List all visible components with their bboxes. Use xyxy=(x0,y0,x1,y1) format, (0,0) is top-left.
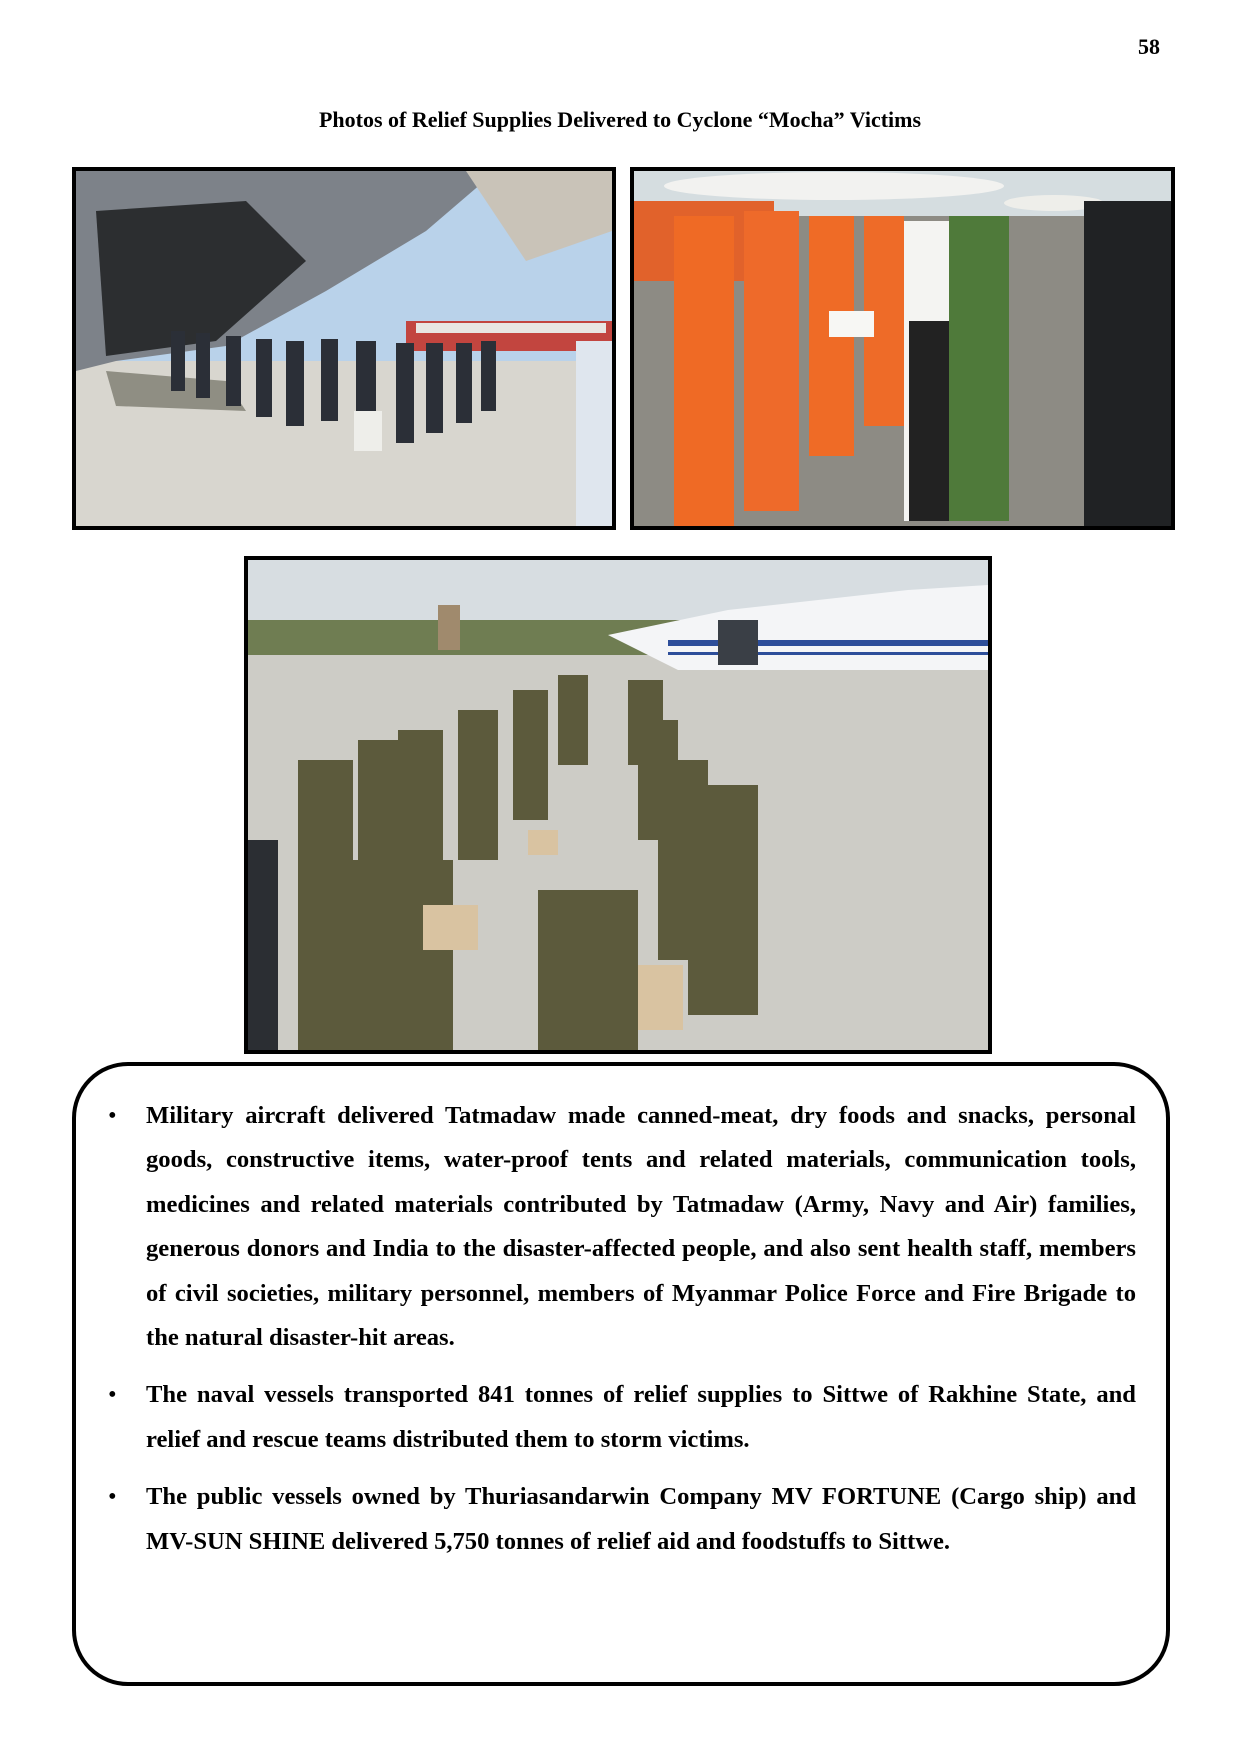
list-item xyxy=(108,1373,1136,1462)
bullet-icon: • xyxy=(108,1102,117,1129)
police-boarding-aircraft-photo xyxy=(72,167,616,530)
soldiers-unloading-boxes-photo xyxy=(244,556,992,1054)
list-item xyxy=(108,1094,1136,1360)
relief-summary-list xyxy=(108,1094,1136,1577)
relief-summary-box xyxy=(72,1062,1170,1686)
bullet-text: The naval vessels transported 841 tonnes of relief supplies to Sittwe of Rakhine State, and relief and rescue teams distributed them to storm victims. xyxy=(146,1381,1136,1453)
bullet-text: Military aircraft delivered Tatmadaw made canned-meat, dry foods and snacks, personal goods, constructive items, water-proof tents and related materials, communication tools, medicines and related materials contributed by Tatmadaw (Army, Navy and Air) families, generous donors and India to the disaster-affected people, and also sent health staff, members of civil societies, military personnel, members of Myanmar Police Force and Fire Brigade to the natural disaster-hit areas. xyxy=(146,1102,1136,1352)
relief-box-handover-photo xyxy=(630,167,1175,530)
bullet-icon: • xyxy=(108,1381,117,1409)
page-number: 58 xyxy=(1138,34,1160,59)
bullet-text: The public vessels owned by Thuriasandarwin Company MV FORTUNE (Cargo ship) and MV-SUN SHINE delivered 5,750 tonnes of relief aid and foodstuffs to Sittwe. xyxy=(146,1483,1136,1555)
list-item xyxy=(108,1475,1136,1564)
page-title: Photos of Relief Supplies Delivered to Cyclone “Mocha” Victims xyxy=(318,107,922,132)
bullet-icon: • xyxy=(108,1483,117,1511)
